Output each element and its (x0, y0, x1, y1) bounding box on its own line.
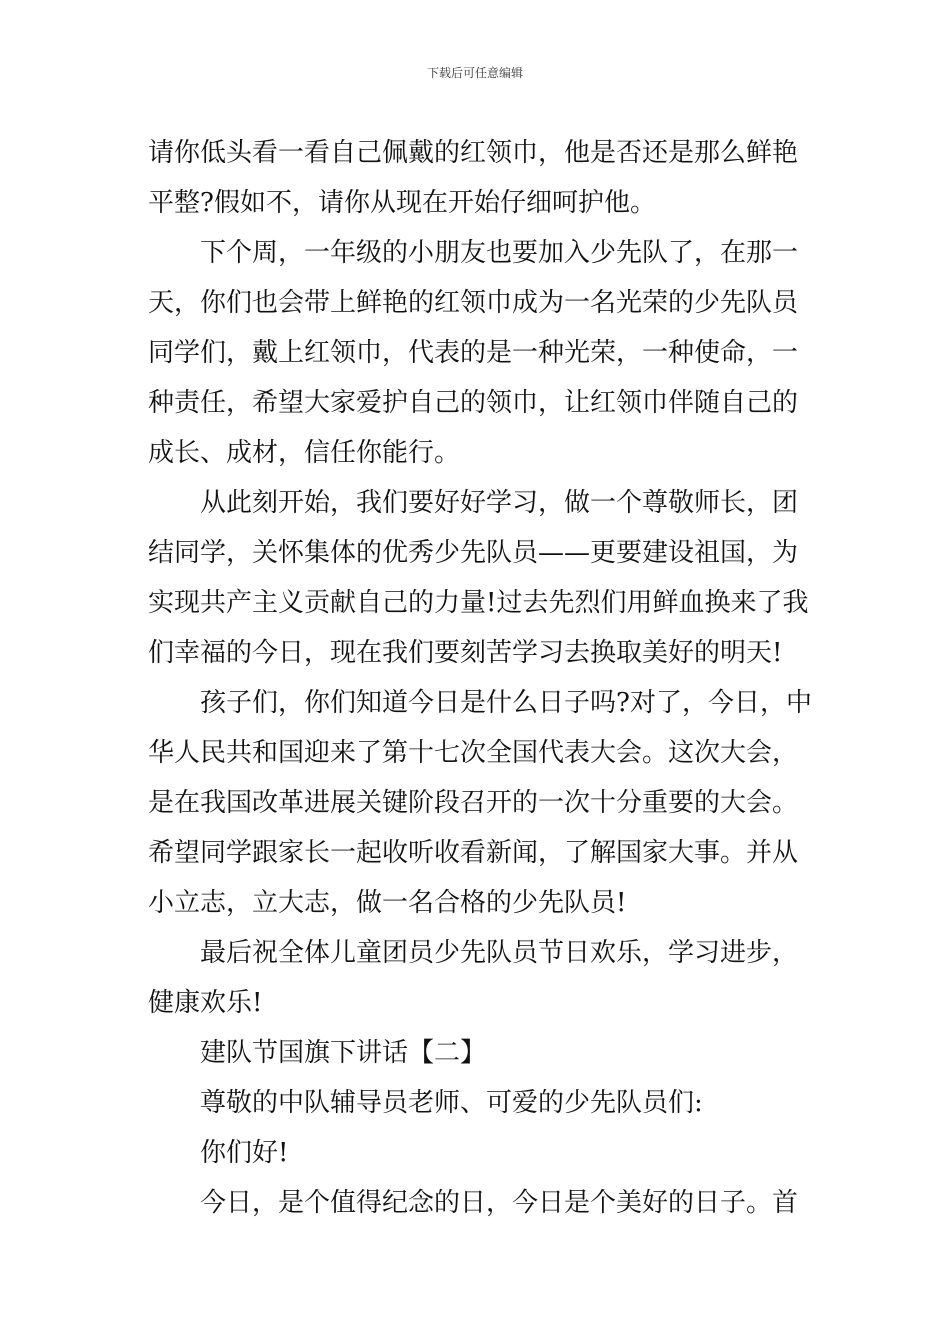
greeting (148, 1128, 813, 1178)
text-line: 实现共产主义贡献自己的力量!过去先烈们用鲜血换来了我 (148, 588, 809, 618)
salutation (148, 1078, 813, 1128)
text-line: 结同学，关怀集体的优秀少先队员——更要建设祖国，为 (148, 538, 799, 568)
text-line: 今日，是个值得纪念的日，今日是个美好的日子。首 (200, 1188, 799, 1218)
text-line: 孩子们，你们知道今日是什么日子吗?对了，今日，中 (200, 688, 812, 718)
text-line: 尊敬的中队辅导员老师、可爱的少先队员们: (200, 1088, 703, 1118)
text-line: 平整?假如不，请你从现在开始仔细呵护他。 (148, 188, 656, 218)
paragraph-4 (148, 678, 813, 928)
document-body (148, 128, 813, 1228)
text-line: 成长、成材，信任你能行。 (148, 438, 461, 468)
text-line: 建队节国旗下讲话【二】 (200, 1038, 487, 1068)
text-line: 请你低头看一看自己佩戴的红领巾，他是否还是那么鲜艳 (148, 138, 799, 168)
header-note: 下载后可任意编辑 (426, 66, 523, 80)
text-line: 希望同学跟家长一起收听收看新闻，了解国家大事。并从 (148, 838, 799, 868)
text-line: 健康欢乐! (148, 988, 263, 1018)
text-line: 华人民共和国迎来了第十七次全国代表大会。这次大会， (148, 738, 799, 768)
paragraph-5 (148, 928, 813, 1028)
text-line: 从此刻开始，我们要好好学习，做一个尊敬师长，团 (200, 488, 799, 518)
text-line: 天，你们也会带上鲜艳的红领巾成为一名光荣的少先队员 (148, 288, 799, 318)
paragraph-2 (148, 228, 813, 478)
text-line: 同学们，戴上红领巾，代表的是一种光荣，一种使命，一 (148, 338, 799, 368)
text-line: 下个周，一年级的小朋友也要加入少先队了，在那一 (200, 238, 799, 268)
text-line: 你们好! (200, 1138, 289, 1168)
section-heading (148, 1028, 813, 1078)
text-line: 小立志，立大志，做一名合格的少先队员! (148, 888, 627, 918)
paragraph-6 (148, 1178, 813, 1228)
paragraph-1 (148, 128, 813, 228)
text-line: 是在我国改革进展关键阶段召开的一次十分重要的大会。 (148, 788, 799, 818)
paragraph-3 (148, 478, 813, 678)
text-line: 们幸福的今日，现在我们要刻苦学习去换取美好的明天! (148, 638, 783, 668)
text-line: 最后祝全体儿童团员少先队员节日欢乐，学习进步， (200, 938, 799, 968)
text-line: 种责任，希望大家爱护自己的领巾，让红领巾伴随自己的 (148, 388, 799, 418)
